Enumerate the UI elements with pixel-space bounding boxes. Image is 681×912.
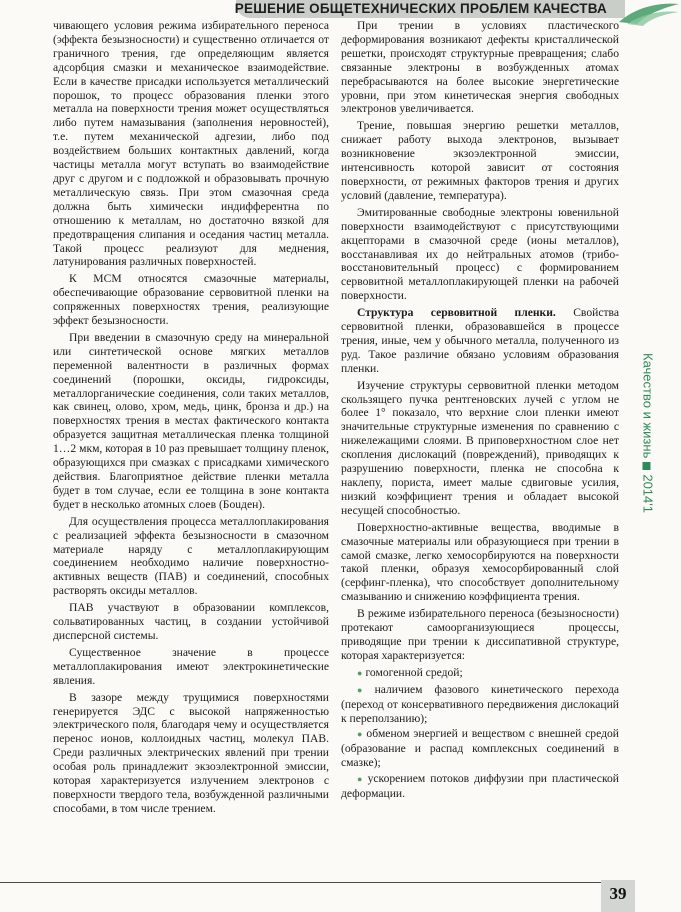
paragraph: В зазоре между трущимися поверхностями генерируется ЭДС с высокой напряженностью электрического поля, благодаря чему и осуществляется перенос ионов, коллоидных частиц, молекул ПАВ. Среди различных электрических явлений при трении особая роль принадлежит экзоэлектронной эмиссии, которая характеризуется излучением электронов с поверхности твердого тела, возбужденной различными способами, в том числе трением. — [53, 690, 329, 815]
footer-rule — [0, 882, 604, 883]
swoosh-logo-icon — [617, 0, 681, 26]
paragraph: Трение, повышая энергию решетки металлов, снижает работу выхода электронов, вызывает возникновение экзоэлектронной эмиссии, интенсивность которой зависит от состояния поверхности, от режимных факторов трения и других условий (давление, температура). — [341, 119, 619, 202]
list-item — [341, 727, 619, 770]
bullet-icon: ● — [357, 774, 365, 785]
list-item — [341, 666, 619, 681]
list-item-text: ускорением потоков диффузии при пластической деформации. — [341, 772, 619, 801]
paragraph: Эмитированные свободные электроны ювенильной поверхности взаимодействуют с присутствующими акцепторами в смазочной среде (ионы металлов), восстанавливая их до нейтральных атомов (трибо-восстановительный процесс) с формированием сервовитной металлоплакирующей пленки на рабочей поверхности. — [341, 205, 619, 303]
list-item — [341, 772, 619, 801]
paragraph: Изучение структуры сервовитной пленки методом скользящего пучка рентгеновских лучей с углом не более 1° показало, что верхние слои пленки имеют значительные структурные изменения по сравнению с нижележащими слоями. В приповерхностном слое нет скопления дислокаций (повреждений), приводящих к разрушению поверхности, пленка не способна к наклепу, пориста, имеет малые сдвиговые усилия, низкий коэффициент трения и обладает высокой несущей способностью. — [341, 378, 619, 517]
journal-issue: 2014'1 — [640, 474, 656, 513]
list-item-text: гомогенной средой; — [365, 665, 463, 679]
page-number-box — [601, 880, 635, 912]
paragraph: чивающего условия режима избирательного переноса (эффекта безызносности) и существенно отличается от граничного трения, где определяющим является адсорбция смазки и механическое взаимодействие. Если в качестве присадки используется металлический порошок, то процесс образования пленки этого металла на поверхности трения может осуществляться либо путем намазывания (заполнения неровностей), т.е. путем механической адгезии, либо под воздействием больших контактных давлений, когда частицы металла могут вступать во взаимодействие друг с другом и с подложкой и образовывать прочную металлическую связь. При этом смазочная среда должна быть химически индифферентна по отношению к металлам, но достаточно вязкой для предотвращения слипания и оседания частиц металла. Такой процесс реализуют для меднения, латунирования различных поверхностей. — [53, 19, 329, 269]
left-column — [53, 19, 329, 819]
page-header — [0, 0, 681, 18]
paragraph: Существенное значение в процессе металлоплакирования имеют электрокинетические явления. — [53, 645, 329, 687]
list-item — [341, 683, 619, 726]
list-item-text: наличием фазового кинетического перехода (переход от консервативного передвижения дислокаций к переползанию); — [341, 682, 619, 725]
square-separator-icon — [643, 462, 651, 470]
journal-name: Качество и жизнь — [640, 353, 656, 459]
characteristics-list — [341, 666, 619, 801]
paragraph: При введении в смазочную среду на минеральной или синтетической основе мягких металлов переменной валентности в различных формах соединений (порошки, оксиды, гидроксиды, металлорганические соединения, соли таких металлов, как свинец, олово, хром, медь, цинк, бронза и др.) на поверхностях трения в местах фактического контакта образуется защитная металлическая пленка толщиной 1…2 мкм, которая в 10 раз превышает толщину пленок, образующихся при смазках с присадками химического действия. Благоприятное действие пленки металла будет в том случае, если ее толщина в зоне контакта будет в несколько атомных слоев (Бouден). — [53, 330, 329, 511]
list-item-text: обменом энергией и веществом с внешней средой (образование и распад комплексных соединений в смазке); — [341, 727, 620, 770]
structure-paragraph — [341, 306, 619, 376]
structure-text: Свойства сервовитной пленки, образовавшейся в процессе трения, иные, чем у обычного металла, полученного из руд. Такое различие обязано условиям образования пленки. — [341, 306, 619, 375]
paragraph: В режиме избирательного переноса (безызносности) протекают самоорганизующиеся процессы, приводящие при трении к диссипативной структуре, которая характеризуется: — [341, 607, 619, 662]
structure-heading: Структура сервовитной пленки. — [357, 306, 556, 320]
paragraph: К МСМ относятся смазочные материалы, обеспечивающие образование сервовитной пленки на сопряженных поверхностях трения, реализующие эффект безызносности. — [53, 272, 329, 328]
bullet-icon: ● — [357, 729, 364, 740]
bullet-icon: ● — [357, 667, 363, 678]
page-number: 39 — [609, 884, 627, 903]
journal-label — [641, 353, 656, 513]
paragraph: ПАВ участвуют в образовании комплексов, сольватированных частиц, в создании устойчивой дисперсной системы. — [53, 601, 329, 642]
bullet-icon: ● — [357, 684, 372, 695]
paragraph: Для осуществления процесса металлоплакирования с реализацией эффекта безызносности в смазочном материале наряду с металлоплакирующим соединением необходимо наличие поверхностно-активных веществ (ПАВ) и соединений, способных растворять оксиды металлов. — [53, 514, 329, 598]
paragraph: Поверхностно-активные вещества, вводимые в смазочные материалы или образующиеся при трении в самой смазке, легко хемосорбируются на поверхности такой пленки, образуя хемосорбированный слой (серфинг-пленка), что способствует дополнительному смазыванию и снижению коэффициента трения. — [341, 520, 619, 604]
paragraph: При трении в условиях пластического деформирования возникают дефекты кристаллической решетки, происходят структурные превращения; слабо связанные электроны в возбужденных атомах перебрасываются на более высокие энергетические уровни, при этом кинетическая энергия свободных электронов увеличивается. — [341, 19, 619, 116]
section-title: РЕШЕНИЕ ОБЩЕТЕХНИЧЕСКИХ ПРОБЛЕМ КАЧЕСТВА — [234, 1, 607, 16]
journal-sidebar — [638, 318, 658, 548]
right-column — [341, 19, 619, 804]
